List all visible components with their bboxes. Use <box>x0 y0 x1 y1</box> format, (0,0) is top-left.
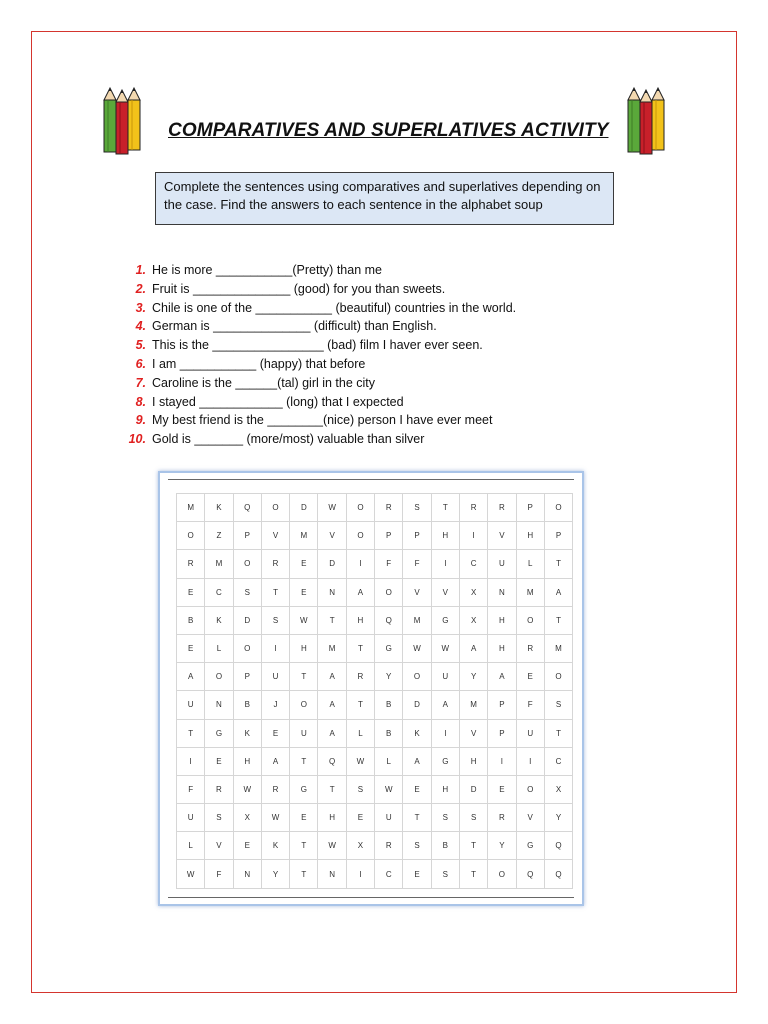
grid-cell: K <box>205 606 233 634</box>
grid-cell: F <box>516 691 544 719</box>
grid-cell: A <box>488 663 516 691</box>
grid-cell: T <box>544 606 572 634</box>
grid-cell: Q <box>544 832 572 860</box>
grid-cell: L <box>205 634 233 662</box>
grid-cell: M <box>403 606 431 634</box>
grid-cell: O <box>403 663 431 691</box>
grid-cell: H <box>488 606 516 634</box>
pencil-red <box>640 90 652 154</box>
grid-cell: T <box>290 860 318 888</box>
sentence-number: 4. <box>135 319 146 334</box>
sentence-text: Gold is _______ (more/most) valuable than silver <box>152 432 425 447</box>
grid-cell: N <box>318 578 346 606</box>
grid-cell: T <box>431 494 459 522</box>
pencil-yellow <box>652 88 664 150</box>
grid-row <box>177 832 573 860</box>
grid-cell: Y <box>488 832 516 860</box>
sentence-text: Caroline is the ______(tal) girl in the city <box>152 375 376 390</box>
grid-cell: P <box>516 494 544 522</box>
grid-cell: C <box>205 578 233 606</box>
sentence-text: German is ______________ (difficult) than English. <box>152 319 437 334</box>
grid-cell: J <box>261 691 289 719</box>
grid-cell: C <box>544 747 572 775</box>
grid-cell: X <box>459 606 487 634</box>
sentence-number: 10. <box>128 432 146 447</box>
grid-cell: L <box>516 550 544 578</box>
sentence-text: My best friend is the ________(nice) person I have ever meet <box>152 413 493 428</box>
grid-cell: Q <box>318 747 346 775</box>
grid-cell: I <box>261 634 289 662</box>
grid-cell: M <box>290 522 318 550</box>
grid-cell: W <box>375 775 403 803</box>
grid-cell: R <box>177 550 205 578</box>
colored-pencils-icon <box>624 84 678 156</box>
grid-cell: R <box>205 775 233 803</box>
grid-cell: Y <box>459 663 487 691</box>
grid-cell: V <box>205 832 233 860</box>
grid-cell: O <box>544 494 572 522</box>
grid-cell: Q <box>233 494 261 522</box>
grid-cell: F <box>403 550 431 578</box>
sentence-number: 7. <box>135 375 146 390</box>
grid-cell: A <box>177 663 205 691</box>
grid-cell: A <box>261 747 289 775</box>
grid-cell: O <box>346 494 374 522</box>
grid-cell: O <box>516 606 544 634</box>
alphabet-soup-frame <box>158 471 584 906</box>
grid-cell: G <box>290 775 318 803</box>
grid-cell: D <box>233 606 261 634</box>
colored-pencils-icon <box>100 84 154 156</box>
grid-row <box>177 804 573 832</box>
frame-rule-bottom <box>168 897 574 898</box>
grid-cell: S <box>459 804 487 832</box>
grid-cell: E <box>516 663 544 691</box>
grid-cell: I <box>346 550 374 578</box>
grid-cell: D <box>290 494 318 522</box>
grid-cell: G <box>375 634 403 662</box>
grid-row <box>177 747 573 775</box>
grid-row <box>177 691 573 719</box>
sentence-number: 3. <box>135 300 146 315</box>
grid-cell: S <box>431 860 459 888</box>
grid-cell: E <box>290 578 318 606</box>
grid-cell: N <box>205 691 233 719</box>
grid-cell: A <box>346 578 374 606</box>
grid-cell: R <box>346 663 374 691</box>
grid-cell: K <box>233 719 261 747</box>
grid-cell: E <box>346 804 374 832</box>
sentence-number: 2. <box>135 281 146 296</box>
grid-cell: A <box>318 719 346 747</box>
grid-cell: A <box>544 578 572 606</box>
grid-cell: E <box>205 747 233 775</box>
grid-cell: R <box>375 832 403 860</box>
grid-cell: B <box>431 832 459 860</box>
grid-cell: F <box>205 860 233 888</box>
sentence-text: This is the ________________ (bad) film I haver ever seen. <box>152 338 483 353</box>
grid-cell: F <box>375 550 403 578</box>
grid-cell: E <box>290 804 318 832</box>
grid-cell: X <box>233 804 261 832</box>
grid-row <box>177 522 573 550</box>
sentence-text: I am ___________ (happy) that before <box>152 356 366 371</box>
grid-cell: N <box>318 860 346 888</box>
grid-cell: R <box>375 494 403 522</box>
grid-cell: P <box>233 663 261 691</box>
sentence-item <box>122 261 602 280</box>
grid-cell: K <box>205 494 233 522</box>
grid-cell: W <box>318 832 346 860</box>
grid-cell: H <box>318 804 346 832</box>
grid-cell: I <box>431 550 459 578</box>
grid-row <box>177 860 573 888</box>
instruction-text: Complete the sentences using comparatives and superlatives depending on the case. Find the answers to each sentence in the alphabet soup <box>164 179 601 212</box>
grid-cell: I <box>516 747 544 775</box>
grid-cell: R <box>488 494 516 522</box>
alphabet-soup-grid <box>176 493 573 889</box>
sentence-item <box>122 393 602 412</box>
grid-cell: O <box>488 860 516 888</box>
sentence-text: I stayed ____________ (long) that I expected <box>152 394 404 409</box>
grid-cell: G <box>431 747 459 775</box>
grid-cell: I <box>346 860 374 888</box>
grid-cell: M <box>177 494 205 522</box>
grid-cell: W <box>346 747 374 775</box>
grid-cell: P <box>488 719 516 747</box>
grid-cell: T <box>290 832 318 860</box>
grid-cell: D <box>318 550 346 578</box>
grid-cell: S <box>346 775 374 803</box>
sentence-item <box>122 430 602 449</box>
grid-cell: H <box>346 606 374 634</box>
grid-cell: R <box>261 775 289 803</box>
grid-cell: R <box>459 494 487 522</box>
grid-cell: O <box>233 550 261 578</box>
grid-cell: S <box>431 804 459 832</box>
grid-cell: V <box>403 578 431 606</box>
grid-cell: W <box>177 860 205 888</box>
grid-cell: G <box>516 832 544 860</box>
grid-cell: E <box>488 775 516 803</box>
grid-cell: T <box>346 634 374 662</box>
grid-cell: D <box>459 775 487 803</box>
grid-cell: B <box>375 719 403 747</box>
grid-cell: X <box>346 832 374 860</box>
grid-cell: S <box>205 804 233 832</box>
grid-cell: U <box>488 550 516 578</box>
grid-cell: T <box>459 860 487 888</box>
grid-cell: K <box>261 832 289 860</box>
grid-row <box>177 663 573 691</box>
grid-cell: S <box>403 832 431 860</box>
grid-cell: T <box>290 747 318 775</box>
grid-cell: E <box>403 775 431 803</box>
grid-cell: H <box>516 522 544 550</box>
grid-cell: M <box>459 691 487 719</box>
grid-cell: H <box>459 747 487 775</box>
grid-cell: Q <box>544 860 572 888</box>
grid-cell: O <box>346 522 374 550</box>
sentence-number: 1. <box>135 263 146 277</box>
grid-cell: T <box>318 606 346 634</box>
grid-row <box>177 494 573 522</box>
pencil-red <box>116 90 128 154</box>
grid-cell: H <box>431 775 459 803</box>
grid-cell: W <box>261 804 289 832</box>
grid-cell: O <box>205 663 233 691</box>
grid-cell: O <box>375 578 403 606</box>
grid-cell: N <box>488 578 516 606</box>
sentence-number: 5. <box>135 338 146 353</box>
grid-cell: R <box>516 634 544 662</box>
sentence-item <box>122 336 602 355</box>
grid-cell: N <box>233 860 261 888</box>
grid-cell: B <box>233 691 261 719</box>
grid-cell: E <box>233 832 261 860</box>
grid-cell: P <box>233 522 261 550</box>
grid-cell: U <box>290 719 318 747</box>
grid-cell: I <box>459 522 487 550</box>
grid-cell: F <box>177 775 205 803</box>
grid-cell: E <box>403 860 431 888</box>
grid-cell: T <box>318 775 346 803</box>
worksheet-title: COMPARATIVES AND SUPERLATIVES ACTIVITY <box>168 120 609 141</box>
grid-cell: O <box>290 691 318 719</box>
pencil-green <box>628 88 640 152</box>
grid-cell: K <box>403 719 431 747</box>
grid-cell: Z <box>205 522 233 550</box>
sentence-list <box>122 261 602 449</box>
grid-cell: G <box>431 606 459 634</box>
grid-cell: U <box>516 719 544 747</box>
grid-cell: U <box>261 663 289 691</box>
grid-cell: V <box>431 578 459 606</box>
grid-cell: L <box>346 719 374 747</box>
sentence-item <box>122 280 602 299</box>
grid-cell: W <box>233 775 261 803</box>
grid-row <box>177 719 573 747</box>
grid-cell: U <box>375 804 403 832</box>
grid-cell: T <box>403 804 431 832</box>
sentence-number: 9. <box>135 413 146 428</box>
grid-row <box>177 550 573 578</box>
grid-cell: V <box>261 522 289 550</box>
grid-row <box>177 606 573 634</box>
grid-cell: S <box>233 578 261 606</box>
grid-cell: A <box>318 691 346 719</box>
grid-cell: U <box>177 804 205 832</box>
grid-cell: T <box>290 663 318 691</box>
grid-cell: L <box>177 832 205 860</box>
grid-cell: L <box>375 747 403 775</box>
grid-cell: Q <box>516 860 544 888</box>
pencil-green <box>104 88 116 152</box>
sentence-text: Fruit is ______________ (good) for you than sweets. <box>152 281 446 296</box>
grid-cell: W <box>318 494 346 522</box>
grid-cell: M <box>516 578 544 606</box>
grid-cell: P <box>375 522 403 550</box>
grid-cell: H <box>233 747 261 775</box>
grid-cell: Q <box>375 606 403 634</box>
grid-cell: E <box>177 634 205 662</box>
grid-cell: C <box>375 860 403 888</box>
grid-cell: B <box>375 691 403 719</box>
sentence-text: He is more ___________(Pretty) than me <box>152 263 382 277</box>
grid-row <box>177 775 573 803</box>
sentence-item <box>122 411 602 430</box>
grid-cell: T <box>544 719 572 747</box>
grid-cell: M <box>318 634 346 662</box>
grid-cell: W <box>290 606 318 634</box>
grid-cell: V <box>459 719 487 747</box>
grid-cell: R <box>488 804 516 832</box>
grid-cell: Y <box>544 804 572 832</box>
sentence-item <box>122 317 602 336</box>
grid-cell: S <box>403 494 431 522</box>
grid-cell: A <box>459 634 487 662</box>
grid-cell: T <box>544 550 572 578</box>
sentence-item <box>122 355 602 374</box>
grid-cell: W <box>431 634 459 662</box>
grid-row <box>177 578 573 606</box>
grid-cell: M <box>544 634 572 662</box>
grid-cell: T <box>346 691 374 719</box>
grid-cell: G <box>205 719 233 747</box>
grid-cell: Y <box>375 663 403 691</box>
grid-cell: Y <box>261 860 289 888</box>
grid-cell: O <box>516 775 544 803</box>
grid-cell: S <box>544 691 572 719</box>
grid-cell: O <box>544 663 572 691</box>
grid-cell: U <box>431 663 459 691</box>
grid-cell: I <box>488 747 516 775</box>
sentence-number: 8. <box>135 394 146 409</box>
grid-cell: T <box>261 578 289 606</box>
grid-cell: H <box>431 522 459 550</box>
grid-cell: X <box>544 775 572 803</box>
grid-cell: E <box>290 550 318 578</box>
grid-cell: C <box>459 550 487 578</box>
grid-cell: P <box>488 691 516 719</box>
pencil-yellow <box>128 88 140 150</box>
grid-cell: U <box>177 691 205 719</box>
grid-cell: X <box>459 578 487 606</box>
grid-cell: T <box>459 832 487 860</box>
grid-cell: O <box>177 522 205 550</box>
grid-cell: V <box>318 522 346 550</box>
grid-cell: S <box>261 606 289 634</box>
grid-cell: P <box>544 522 572 550</box>
grid-cell: H <box>290 634 318 662</box>
grid-row <box>177 634 573 662</box>
sentence-number: 6. <box>135 356 146 371</box>
grid-cell: R <box>261 550 289 578</box>
grid-cell: A <box>318 663 346 691</box>
grid-cell: O <box>261 494 289 522</box>
grid-cell: W <box>403 634 431 662</box>
sentence-item <box>122 299 602 318</box>
instruction-box <box>155 172 614 225</box>
grid-cell: D <box>403 691 431 719</box>
grid-cell: V <box>488 522 516 550</box>
grid-cell: E <box>177 578 205 606</box>
grid-cell: M <box>205 550 233 578</box>
grid-cell: B <box>177 606 205 634</box>
grid-cell: A <box>403 747 431 775</box>
sentence-item <box>122 374 602 393</box>
grid-cell: A <box>431 691 459 719</box>
grid-cell: V <box>516 804 544 832</box>
grid-cell: I <box>431 719 459 747</box>
grid-cell: I <box>177 747 205 775</box>
frame-rule-top <box>168 479 574 480</box>
grid-cell: H <box>488 634 516 662</box>
grid-cell: E <box>261 719 289 747</box>
grid-cell: T <box>177 719 205 747</box>
grid-cell: P <box>403 522 431 550</box>
sentence-text: Chile is one of the ___________ (beautiful) countries in the world. <box>152 300 517 315</box>
grid-cell: O <box>233 634 261 662</box>
